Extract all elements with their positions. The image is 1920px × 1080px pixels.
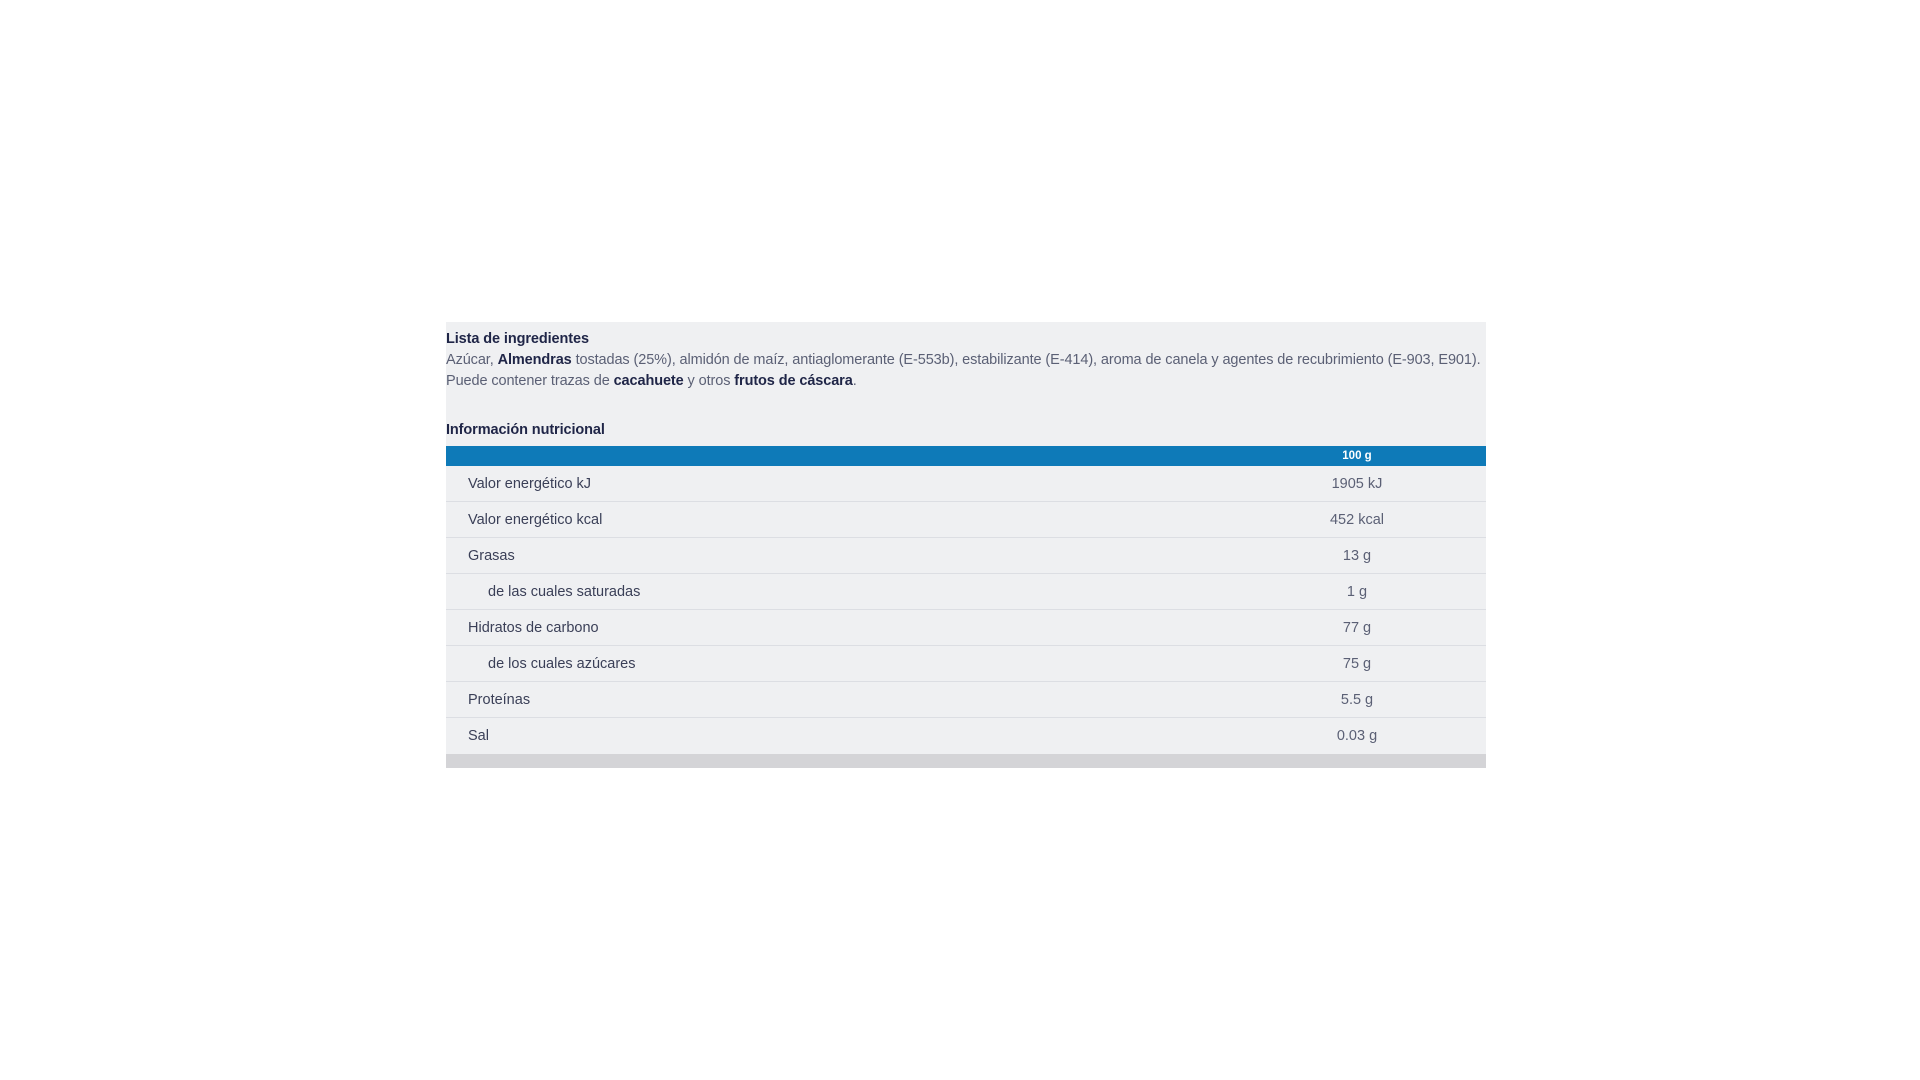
- product-info-panel: [446, 322, 1486, 764]
- nutrient-value: 5.5 g: [1340, 692, 1374, 708]
- nutrient-name: de los cuales azúcares: [488, 656, 636, 672]
- allergen-frutos-de-cascara: frutos de cáscara: [734, 373, 853, 389]
- column-header-100g: 100 g: [1342, 450, 1372, 462]
- nutrient-value: 77 g: [1342, 620, 1372, 636]
- nutrient-name: de las cuales saturadas: [488, 584, 641, 600]
- ingredients-text-part: Azúcar,: [446, 352, 498, 368]
- table-row: [446, 538, 1486, 574]
- ingredients-text-part: .: [852, 373, 857, 389]
- nutrient-name: Proteínas: [468, 692, 531, 708]
- allergen-cacahuete: cacahuete: [613, 373, 684, 389]
- nutrient-value: 452 kcal: [1329, 512, 1384, 528]
- ingredients-text-part: y otros: [683, 373, 735, 389]
- nutrition-title: Información nutricional: [446, 422, 605, 438]
- nutrient-name: Valor energético kJ: [468, 476, 592, 492]
- nutrition-table: [446, 446, 1486, 768]
- table-row: [446, 718, 1486, 754]
- table-row: [446, 610, 1486, 646]
- nutrient-name: Sal: [468, 728, 489, 744]
- nutrient-value: 75 g: [1342, 656, 1372, 672]
- table-row: [446, 646, 1486, 682]
- table-row: [446, 502, 1486, 538]
- nutrient-value: 13 g: [1342, 548, 1372, 564]
- nutrient-name: Hidratos de carbono: [468, 620, 599, 636]
- table-row: [446, 466, 1486, 502]
- table-row: [446, 574, 1486, 610]
- nutrient-value: 1 g: [1346, 584, 1368, 600]
- nutrient-value: 0.03 g: [1336, 728, 1378, 744]
- allergen-almendras: Almendras: [497, 352, 572, 368]
- table-row: [446, 682, 1486, 718]
- ingredients-title: Lista de ingredientes: [446, 331, 589, 347]
- ingredients-text-part: tostadas (25%), almidón de maíz, antiaglomerante (E-553b), estabilizante (E-414), aroma de canela y agentes de recubrimiento (E-903, E901). Puede contener trazas de: [446, 352, 1481, 389]
- nutrient-value: 1905 kJ: [1331, 476, 1383, 492]
- ingredients-text: [446, 350, 1486, 392]
- nutrient-name: Valor energético kcal: [468, 512, 603, 528]
- nutrition-table-header: [446, 446, 1486, 466]
- table-footer-bar: [446, 754, 1486, 768]
- nutrient-name: Grasas: [468, 548, 515, 564]
